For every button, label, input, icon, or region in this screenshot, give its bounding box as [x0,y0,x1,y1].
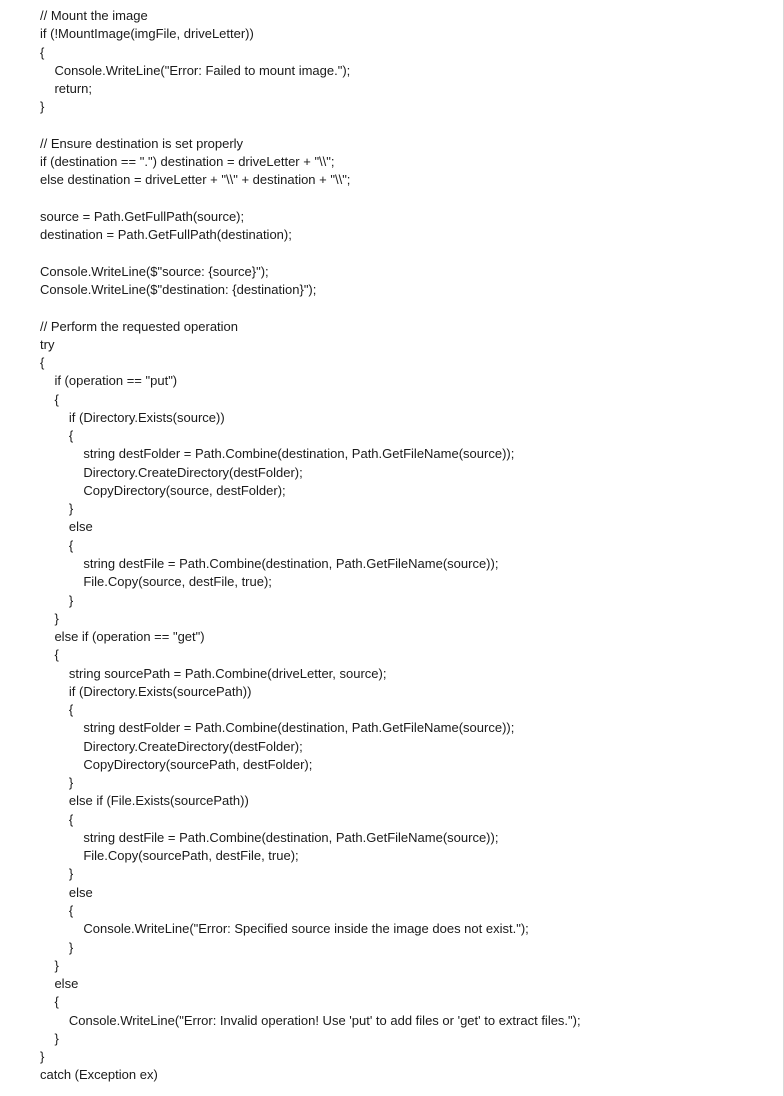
code-line: { [40,391,59,407]
code-line: Console.WriteLine("Error: Invalid operation! Use 'put' to add files or 'get' to extract files."); [40,1012,581,1028]
code-line: } [40,775,74,791]
code-line: return; [40,81,93,97]
code-line: { [40,811,74,827]
code-line: { [40,355,45,371]
code-line: { [40,428,74,444]
code-line: } [40,501,74,517]
code-line [40,190,770,208]
code-line: { [40,994,59,1010]
code-line: catch (Exception ex) [40,1067,158,1083]
code-line: else [40,976,79,992]
code-line: { [40,903,74,919]
code-line: Console.WriteLine($"destination: {destination}"); [40,281,317,297]
code-line: if (Directory.Exists(sourcePath)) [40,683,252,699]
code-line: else destination = driveLetter + "\\" + destination + "\\"; [40,172,351,188]
code-line: { [40,44,45,60]
code-line: File.Copy(sourcePath, destFile, true); [40,848,299,864]
code-line: Console.WriteLine("Error: Specified source inside the image does not exist."); [40,921,529,937]
code-line: else [40,519,93,535]
code-line: Directory.CreateDirectory(destFolder); [40,464,303,480]
code-line: string sourcePath = Path.Combine(driveLetter, source); [40,665,387,681]
code-line: if (destination == ".") destination = driveLetter + "\\"; [40,154,335,170]
code-line: } [40,99,45,115]
code-line: { [40,647,59,663]
code-line: // Ensure destination is set properly [40,135,244,151]
code-listing [40,7,770,1085]
code-line: if (operation == "put") [40,373,178,389]
code-line: } [40,939,74,955]
code-line: { [40,537,74,553]
code-line: if (Directory.Exists(source)) [40,409,225,425]
code-line: } [40,957,59,973]
code-line: } [40,592,74,608]
code-line: Directory.CreateDirectory(destFolder); [40,738,303,754]
code-line: else if (File.Exists(sourcePath)) [40,793,249,809]
code-line: } [40,866,74,882]
code-line: else if (operation == "get") [40,629,205,645]
code-line: Console.WriteLine("Error: Failed to mount image."); [40,62,351,78]
code-line [40,244,770,262]
code-line: } [40,1030,59,1046]
code-line: // Perform the requested operation [40,318,239,334]
code-line [40,299,770,317]
code-line: else [40,884,93,900]
code-line: } [40,610,59,626]
code-line: CopyDirectory(source, destFolder); [40,482,286,498]
code-line: File.Copy(source, destFile, true); [40,574,272,590]
code-line [40,117,770,135]
code-line: destination = Path.GetFullPath(destination); [40,227,292,243]
code-line: CopyDirectory(sourcePath, destFolder); [40,756,313,772]
code-line: string destFile = Path.Combine(destination, Path.GetFileName(source)); [40,829,499,845]
code-line: { [40,702,74,718]
code-line: // Mount the image [40,8,148,23]
code-line: if (!MountImage(imgFile, driveLetter)) [40,26,254,42]
code-line: string destFolder = Path.Combine(destination, Path.GetFileName(source)); [40,720,515,736]
code-line: } [40,1049,45,1065]
code-line: try [40,336,55,352]
code-line: source = Path.GetFullPath(source); [40,208,245,224]
code-line: string destFolder = Path.Combine(destination, Path.GetFileName(source)); [40,446,515,462]
code-line: Console.WriteLine($"source: {source}"); [40,263,269,279]
code-line: string destFile = Path.Combine(destination, Path.GetFileName(source)); [40,555,499,571]
